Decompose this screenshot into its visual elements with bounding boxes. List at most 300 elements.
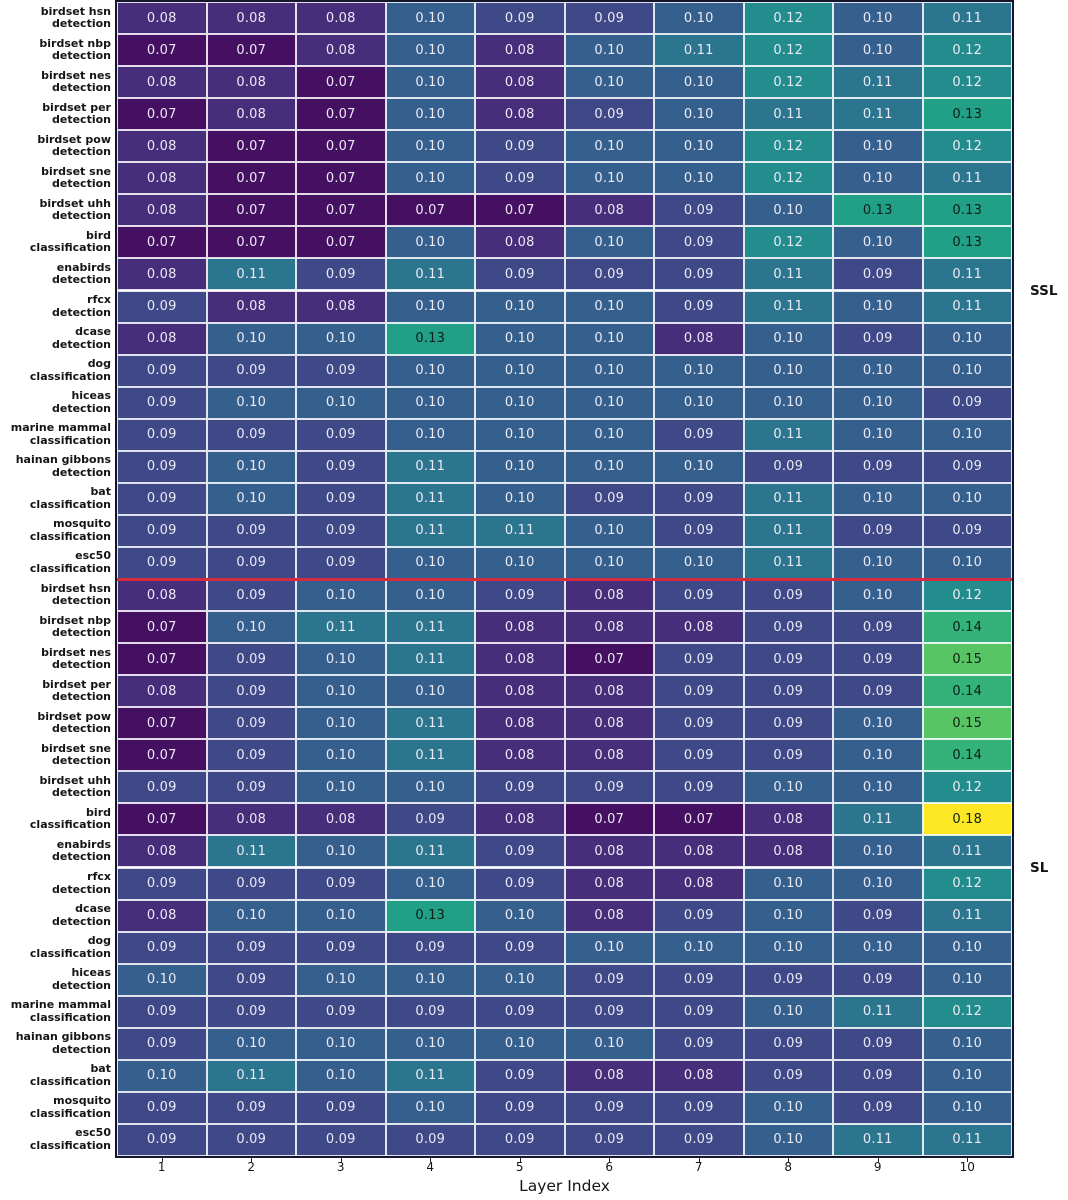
heatmap-cell: 0.12 — [744, 162, 834, 194]
heatmap-cell: 0.11 — [923, 2, 1013, 34]
heatmap-cell: 0.09 — [296, 355, 386, 387]
heatmap-cell: 0.11 — [386, 1060, 476, 1092]
heatmap-cell: 0.10 — [923, 419, 1013, 451]
row-label-line: detection — [52, 882, 111, 896]
row-label-line: birdset pow — [37, 709, 111, 723]
heatmap-cell: 0.08 — [565, 868, 655, 900]
heatmap-cell: 0.09 — [296, 1124, 386, 1156]
heatmap-cell: 0.11 — [744, 258, 834, 290]
heatmap-cell: 0.10 — [833, 932, 923, 964]
row-label-line: mosquito — [53, 1094, 111, 1108]
row-label-line: hiceas — [71, 389, 111, 403]
heatmap-cell: 0.09 — [207, 707, 297, 739]
heatmap-cell: 0.08 — [117, 579, 207, 611]
heatmap-cell: 0.09 — [475, 932, 565, 964]
heatmap-cell: 0.10 — [923, 1060, 1013, 1092]
heatmap-cell: 0.12 — [923, 34, 1013, 66]
heatmap-cell: 0.09 — [654, 419, 744, 451]
row-label-line: detection — [52, 850, 111, 864]
heatmap-cell: 0.09 — [565, 2, 655, 34]
row-label — [0, 835, 111, 867]
x-tick-label: 9 — [873, 1160, 882, 1174]
heatmap-cell: 0.10 — [296, 707, 386, 739]
row-label — [0, 643, 111, 675]
heatmap-cell: 0.09 — [833, 515, 923, 547]
heatmap-cell: 0.09 — [565, 996, 655, 1028]
row-label-line: detection — [52, 754, 111, 768]
x-axis-title: Layer Index — [519, 1177, 610, 1195]
heatmap-cell: 0.09 — [386, 932, 476, 964]
heatmap-cell: 0.10 — [565, 130, 655, 162]
heatmap-cell: 0.10 — [386, 868, 476, 900]
heatmap-cell: 0.10 — [744, 1124, 834, 1156]
heatmap-cell: 0.10 — [833, 483, 923, 515]
heatmap-cell: 0.10 — [654, 162, 744, 194]
row-label-line: birdset nes — [41, 645, 111, 659]
row-label-line: hiceas — [71, 966, 111, 980]
heatmap-cell: 0.11 — [386, 258, 476, 290]
row-label — [0, 323, 111, 355]
row-label — [0, 771, 111, 803]
heatmap-cell: 0.07 — [117, 707, 207, 739]
heatmap-cell: 0.09 — [833, 643, 923, 675]
row-label-line: detection — [52, 113, 111, 127]
row-label — [0, 739, 111, 771]
heatmap-cell: 0.08 — [117, 2, 207, 34]
heatmap-cell: 0.10 — [565, 547, 655, 579]
heatmap-cell: 0.10 — [296, 1060, 386, 1092]
row-label-line: dog — [87, 934, 111, 948]
heatmap-cell: 0.10 — [296, 579, 386, 611]
heatmap-cell: 0.09 — [565, 1092, 655, 1124]
heatmap-cell: 0.09 — [923, 451, 1013, 483]
heatmap-cell: 0.10 — [833, 579, 923, 611]
heatmap-cell: 0.09 — [654, 1028, 744, 1060]
heatmap-cell: 0.09 — [207, 1092, 297, 1124]
heatmap-cell: 0.10 — [475, 900, 565, 932]
heatmap-cell: 0.09 — [117, 515, 207, 547]
heatmap-cell: 0.11 — [386, 483, 476, 515]
heatmap-cell: 0.09 — [565, 258, 655, 290]
heatmap-cell: 0.10 — [833, 291, 923, 323]
row-label-line: detection — [52, 594, 111, 608]
heatmap-cell: 0.11 — [744, 515, 834, 547]
heatmap-cell: 0.10 — [654, 130, 744, 162]
heatmap-cell: 0.08 — [744, 803, 834, 835]
heatmap-cell: 0.07 — [117, 226, 207, 258]
heatmap-cell: 0.10 — [207, 611, 297, 643]
row-label — [0, 675, 111, 707]
row-label-line: enabirds — [56, 837, 111, 851]
heatmap-cell: 0.09 — [654, 226, 744, 258]
heatmap-cell: 0.09 — [475, 835, 565, 867]
row-label-line: detection — [52, 145, 111, 159]
heatmap-cell: 0.09 — [296, 515, 386, 547]
heatmap-cell: 0.10 — [296, 675, 386, 707]
heatmap-cell: 0.09 — [207, 643, 297, 675]
row-label-line: classification — [29, 241, 111, 255]
heatmap-cell: 0.11 — [386, 515, 476, 547]
heatmap-cell: 0.13 — [386, 323, 476, 355]
heatmap-cell: 0.09 — [117, 387, 207, 419]
heatmap-cell: 0.10 — [923, 1028, 1013, 1060]
row-label — [0, 611, 111, 643]
heatmap-cell: 0.07 — [207, 194, 297, 226]
heatmap-cell: 0.11 — [386, 835, 476, 867]
heatmap-cell: 0.09 — [833, 900, 923, 932]
heatmap-cell: 0.09 — [207, 675, 297, 707]
heatmap-cell: 0.09 — [117, 1028, 207, 1060]
heatmap-cell: 0.07 — [117, 611, 207, 643]
heatmap-cell: 0.10 — [386, 675, 476, 707]
row-label-line: birdset pow — [37, 132, 111, 146]
heatmap-cell: 0.10 — [923, 547, 1013, 579]
heatmap-cell: 0.10 — [296, 323, 386, 355]
heatmap-cell: 0.10 — [296, 1028, 386, 1060]
row-label-line: detection — [52, 81, 111, 95]
row-label-line: classification — [29, 1138, 111, 1152]
row-label — [0, 515, 111, 547]
heatmap-cell: 0.09 — [207, 355, 297, 387]
heatmap-cell: 0.10 — [475, 387, 565, 419]
heatmap-cell: 0.08 — [296, 291, 386, 323]
heatmap-cell: 0.10 — [565, 226, 655, 258]
x-tick-label: 8 — [784, 1160, 793, 1174]
heatmap-cell: 0.09 — [654, 707, 744, 739]
heatmap-cell: 0.12 — [744, 226, 834, 258]
row-label-line: birdset uhh — [39, 196, 111, 210]
row-label — [0, 162, 111, 194]
row-label-line: birdset per — [42, 100, 111, 114]
row-label — [0, 226, 111, 258]
heatmap-cell: 0.13 — [386, 900, 476, 932]
heatmap-cell: 0.10 — [475, 419, 565, 451]
heatmap-cell: 0.08 — [654, 611, 744, 643]
heatmap-cell: 0.09 — [744, 611, 834, 643]
row-label — [0, 34, 111, 66]
heatmap-cell: 0.10 — [833, 419, 923, 451]
heatmap-cell: 0.09 — [207, 739, 297, 771]
heatmap-cell: 0.09 — [833, 323, 923, 355]
heatmap-cell: 0.08 — [475, 707, 565, 739]
row-label — [0, 291, 111, 323]
heatmap-cell: 0.09 — [654, 964, 744, 996]
heatmap-cell: 0.10 — [386, 130, 476, 162]
heatmap-cell: 0.09 — [117, 932, 207, 964]
heatmap-cell: 0.09 — [475, 996, 565, 1028]
row-label — [0, 130, 111, 162]
heatmap-cell: 0.10 — [565, 419, 655, 451]
x-tick-label: 10 — [959, 1160, 975, 1174]
heatmap-cell: 0.10 — [565, 932, 655, 964]
heatmap-cell: 0.09 — [117, 1124, 207, 1156]
x-tick-label: 4 — [426, 1160, 435, 1174]
heatmap-cell: 0.07 — [117, 643, 207, 675]
heatmap-cell: 0.08 — [117, 675, 207, 707]
heatmap-cell: 0.11 — [923, 835, 1013, 867]
row-label — [0, 707, 111, 739]
heatmap-cell: 0.10 — [565, 66, 655, 98]
heatmap-cell: 0.10 — [565, 291, 655, 323]
heatmap-cell: 0.09 — [833, 611, 923, 643]
heatmap-cell: 0.07 — [565, 643, 655, 675]
row-label-line: detection — [52, 690, 111, 704]
heatmap-cell: 0.12 — [923, 579, 1013, 611]
heatmap-cell: 0.07 — [296, 130, 386, 162]
heatmap-cell: 0.09 — [744, 675, 834, 707]
heatmap-cell: 0.10 — [565, 451, 655, 483]
heatmap-cell: 0.09 — [654, 675, 744, 707]
row-label-line: detection — [52, 978, 111, 992]
heatmap-cell: 0.08 — [117, 900, 207, 932]
row-label — [0, 2, 111, 34]
heatmap-cell: 0.10 — [923, 483, 1013, 515]
heatmap-cell: 0.09 — [475, 579, 565, 611]
row-label-line: marine mammal — [10, 421, 111, 435]
heatmap-cell: 0.07 — [475, 194, 565, 226]
heatmap-cell: 0.09 — [833, 258, 923, 290]
heatmap-cell: 0.10 — [654, 2, 744, 34]
heatmap-cell: 0.10 — [386, 579, 476, 611]
heatmap-cell: 0.11 — [386, 611, 476, 643]
row-label-line: esc50 — [75, 1126, 111, 1140]
heatmap-cell: 0.08 — [207, 291, 297, 323]
x-tick-label: 5 — [515, 1160, 524, 1174]
heatmap-cell: 0.08 — [744, 835, 834, 867]
heatmap-cell: 0.09 — [744, 643, 834, 675]
row-label-line: dog — [87, 357, 111, 371]
heatmap-cell: 0.09 — [207, 964, 297, 996]
heatmap-cell: 0.12 — [923, 868, 1013, 900]
heatmap-cell: 0.09 — [296, 483, 386, 515]
row-label — [0, 996, 111, 1028]
heatmap-cell: 0.10 — [833, 868, 923, 900]
heatmap-cell: 0.10 — [296, 643, 386, 675]
row-label-line: detection — [52, 914, 111, 928]
heatmap-cell: 0.09 — [117, 996, 207, 1028]
heatmap-cell: 0.11 — [923, 1124, 1013, 1156]
row-label — [0, 1092, 111, 1124]
heatmap-cell: 0.09 — [744, 739, 834, 771]
heatmap-cell: 0.09 — [654, 515, 744, 547]
row-label-line: bat — [90, 1062, 111, 1076]
heatmap-cell: 0.09 — [386, 803, 476, 835]
row-label-line: detection — [52, 305, 111, 319]
row-label-line: birdset nbp — [39, 613, 111, 627]
heatmap-cell: 0.08 — [207, 803, 297, 835]
heatmap-cell: 0.13 — [923, 98, 1013, 130]
heatmap-cell: 0.09 — [833, 964, 923, 996]
heatmap-cell: 0.11 — [207, 1060, 297, 1092]
heatmap-cell: 0.09 — [654, 771, 744, 803]
heatmap-cell: 0.10 — [117, 1060, 207, 1092]
heatmap-cell: 0.08 — [565, 1060, 655, 1092]
row-label-line: detection — [52, 465, 111, 479]
row-label — [0, 900, 111, 932]
heatmap-cell: 0.09 — [207, 771, 297, 803]
heatmap-cell: 0.08 — [654, 835, 744, 867]
group-label-sl: SL — [1030, 859, 1049, 876]
row-label-line: dcase — [75, 902, 111, 916]
heatmap-cell: 0.11 — [386, 707, 476, 739]
heatmap-cell: 0.13 — [833, 194, 923, 226]
heatmap-cell: 0.10 — [386, 226, 476, 258]
heatmap-cell: 0.09 — [207, 868, 297, 900]
row-label-line: detection — [52, 786, 111, 800]
heatmap-cell: 0.10 — [744, 323, 834, 355]
row-label — [0, 387, 111, 419]
heatmap-cell: 0.09 — [296, 419, 386, 451]
heatmap-cell: 0.09 — [117, 355, 207, 387]
x-tick-label: 1 — [157, 1160, 166, 1174]
heatmap-cell: 0.11 — [744, 98, 834, 130]
heatmap-cell: 0.08 — [654, 1060, 744, 1092]
heatmap-cell: 0.09 — [207, 1124, 297, 1156]
row-label-line: rfcx — [87, 870, 111, 884]
heatmap-cell: 0.09 — [207, 547, 297, 579]
heatmap-cell: 0.11 — [923, 291, 1013, 323]
heatmap-cell: 0.11 — [207, 258, 297, 290]
heatmap-cell: 0.08 — [296, 803, 386, 835]
heatmap-cell: 0.08 — [117, 258, 207, 290]
heatmap-cell: 0.08 — [207, 66, 297, 98]
row-label-line: classification — [29, 369, 111, 383]
heatmap-cell: 0.09 — [654, 483, 744, 515]
heatmap-cell: 0.09 — [117, 419, 207, 451]
heatmap-cell: 0.09 — [475, 162, 565, 194]
heatmap-cell: 0.10 — [833, 771, 923, 803]
heatmap-cell: 0.07 — [207, 226, 297, 258]
heatmap-cell: 0.12 — [744, 2, 834, 34]
heatmap-cell: 0.09 — [654, 1092, 744, 1124]
heatmap-cell: 0.10 — [654, 547, 744, 579]
heatmap-cell: 0.10 — [744, 996, 834, 1028]
heatmap-cell: 0.10 — [386, 66, 476, 98]
heatmap-cell: 0.08 — [296, 34, 386, 66]
heatmap-cell: 0.09 — [207, 932, 297, 964]
heatmap-cell: 0.09 — [117, 547, 207, 579]
heatmap-cell: 0.09 — [654, 194, 744, 226]
row-label — [0, 964, 111, 996]
heatmap-cell: 0.10 — [744, 868, 834, 900]
heatmap-cell: 0.10 — [386, 2, 476, 34]
heatmap-cell: 0.10 — [833, 835, 923, 867]
heatmap-cell: 0.10 — [654, 98, 744, 130]
row-label — [0, 66, 111, 98]
heatmap-cell: 0.10 — [923, 323, 1013, 355]
heatmap-cell: 0.12 — [923, 66, 1013, 98]
heatmap-cell: 0.09 — [565, 98, 655, 130]
row-label — [0, 1060, 111, 1092]
heatmap-cell: 0.09 — [654, 579, 744, 611]
heatmap-cell: 0.10 — [386, 34, 476, 66]
heatmap-cell: 0.11 — [296, 611, 386, 643]
heatmap-cell: 0.09 — [296, 868, 386, 900]
row-label-line: detection — [52, 1042, 111, 1056]
heatmap-cell: 0.10 — [833, 226, 923, 258]
x-tick-label: 6 — [605, 1160, 614, 1174]
heatmap-cell: 0.10 — [744, 771, 834, 803]
heatmap-cell: 0.10 — [744, 900, 834, 932]
heatmap-cell: 0.11 — [207, 835, 297, 867]
heatmap-cell: 0.08 — [117, 323, 207, 355]
x-tick-label: 7 — [694, 1160, 703, 1174]
heatmap-cell: 0.09 — [117, 451, 207, 483]
heatmap-cell: 0.09 — [654, 258, 744, 290]
heatmap-cell: 0.09 — [654, 739, 744, 771]
heatmap-cell: 0.09 — [386, 996, 476, 1028]
row-label — [0, 579, 111, 611]
row-label-line: detection — [52, 337, 111, 351]
row-label-line: marine mammal — [10, 998, 111, 1012]
heatmap-cell: 0.10 — [207, 451, 297, 483]
heatmap-cell: 0.10 — [386, 1028, 476, 1060]
row-label-line: detection — [52, 722, 111, 736]
heatmap-cell: 0.10 — [386, 547, 476, 579]
heatmap-cell: 0.11 — [654, 34, 744, 66]
heatmap-cell: 0.07 — [386, 194, 476, 226]
heatmap-cell: 0.10 — [565, 387, 655, 419]
heatmap-cell: 0.11 — [923, 900, 1013, 932]
heatmap-cell: 0.11 — [833, 1124, 923, 1156]
row-label — [0, 868, 111, 900]
heatmap-cell: 0.09 — [117, 868, 207, 900]
heatmap-cell: 0.10 — [296, 900, 386, 932]
heatmap-cell: 0.10 — [386, 355, 476, 387]
heatmap-cell: 0.08 — [565, 579, 655, 611]
heatmap-cell: 0.10 — [923, 355, 1013, 387]
row-label-line: detection — [52, 49, 111, 63]
heatmap-cell: 0.10 — [386, 964, 476, 996]
heatmap-cell: 0.10 — [565, 355, 655, 387]
heatmap-cell: 0.09 — [923, 515, 1013, 547]
heatmap-cell: 0.08 — [475, 34, 565, 66]
heatmap-cell: 0.09 — [117, 1092, 207, 1124]
heatmap-cell: 0.11 — [744, 483, 834, 515]
heatmap-cell: 0.10 — [386, 98, 476, 130]
heatmap-cell: 0.18 — [923, 803, 1013, 835]
heatmap-cell: 0.07 — [117, 739, 207, 771]
heatmap-cell: 0.07 — [117, 98, 207, 130]
heatmap-cell: 0.10 — [833, 355, 923, 387]
heatmap-cell: 0.10 — [475, 964, 565, 996]
heatmap-cell: 0.09 — [654, 900, 744, 932]
heatmap-cell: 0.10 — [207, 323, 297, 355]
heatmap-cell: 0.12 — [744, 34, 834, 66]
heatmap-cell: 0.09 — [565, 964, 655, 996]
heatmap-cell: 0.09 — [117, 771, 207, 803]
heatmap-cell: 0.09 — [475, 1124, 565, 1156]
row-label — [0, 451, 111, 483]
heatmap-cell: 0.11 — [833, 66, 923, 98]
heatmap-cell: 0.10 — [386, 419, 476, 451]
group-separator-line — [117, 578, 1012, 581]
row-label-line: detection — [52, 177, 111, 191]
heatmap-cell: 0.10 — [744, 194, 834, 226]
row-label-line: birdset hsn — [40, 581, 111, 595]
heatmap-cell: 0.08 — [565, 707, 655, 739]
row-label-line: classification — [29, 818, 111, 832]
heatmap-cell: 0.09 — [654, 643, 744, 675]
heatmap-cell: 0.10 — [565, 323, 655, 355]
heatmap-cell: 0.07 — [296, 66, 386, 98]
heatmap-cell: 0.11 — [744, 291, 834, 323]
heatmap-cell: 0.09 — [117, 291, 207, 323]
heatmap-cell: 0.09 — [296, 1092, 386, 1124]
heatmap-cell: 0.14 — [923, 739, 1013, 771]
heatmap-cell: 0.15 — [923, 643, 1013, 675]
heatmap-cell: 0.09 — [475, 130, 565, 162]
